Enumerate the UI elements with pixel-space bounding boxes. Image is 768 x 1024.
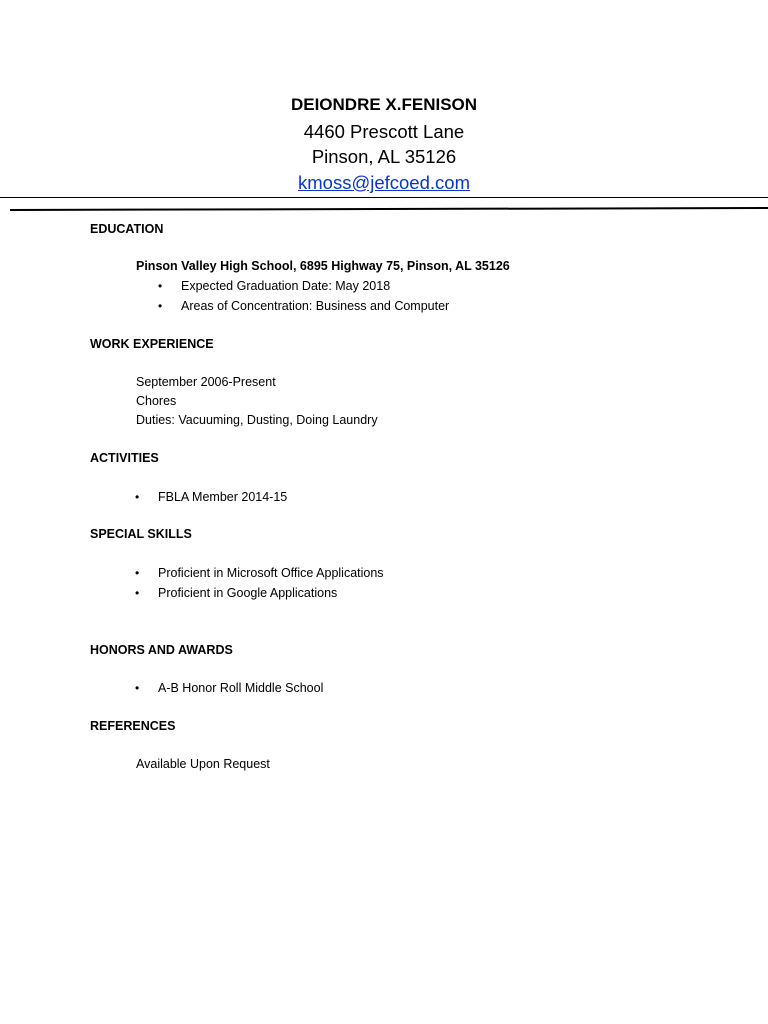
- bullet-icon: •: [158, 279, 163, 293]
- honors-bullet-1: A-B Honor Roll Middle School: [158, 681, 324, 695]
- work-heading: WORK EXPERIENCE: [90, 337, 214, 351]
- education-bullet-2: Areas of Concentration: Business and Computer: [181, 299, 450, 313]
- address-line-2: Pinson, AL 35126: [311, 146, 457, 167]
- work-line-3: Duties: Vacuuming, Dusting, Doing Laundry: [136, 413, 378, 427]
- references-text: Available Upon Request: [136, 757, 270, 771]
- work-line-1: September 2006-Present: [136, 375, 276, 389]
- bullet-icon: •: [135, 681, 140, 695]
- resume-name: DEIONDRE X.FENISON: [290, 95, 478, 114]
- activities-heading: ACTIVITIES: [90, 451, 159, 465]
- bullet-icon: •: [158, 299, 163, 313]
- skills-heading: SPECIAL SKILLS: [90, 527, 192, 541]
- education-bullet-1: Expected Graduation Date: May 2018: [181, 279, 391, 293]
- email-container: [0, 171, 768, 195]
- skills-bullet-1: Proficient in Microsoft Office Applications: [158, 566, 384, 580]
- header-divider-top: [0, 197, 768, 198]
- bullet-icon: •: [135, 490, 140, 504]
- address-line-1: 4460 Prescott Lane: [303, 121, 465, 142]
- skills-bullet-2: Proficient in Google Applications: [158, 586, 338, 600]
- honors-heading: HONORS AND AWARDS: [90, 643, 233, 657]
- work-line-2: Chores: [136, 394, 177, 408]
- references-heading: REFERENCES: [90, 719, 176, 733]
- bullet-icon: •: [135, 566, 140, 580]
- email-link[interactable]: kmoss@jefcoed.com: [298, 172, 470, 193]
- education-school: Pinson Valley High School, 6895 Highway 75, Pinson, AL 35126: [136, 259, 510, 273]
- activities-bullet-1: FBLA Member 2014-15: [158, 490, 288, 504]
- education-heading: EDUCATION: [90, 222, 164, 236]
- header-divider-bottom: [10, 207, 768, 211]
- bullet-icon: •: [135, 586, 140, 600]
